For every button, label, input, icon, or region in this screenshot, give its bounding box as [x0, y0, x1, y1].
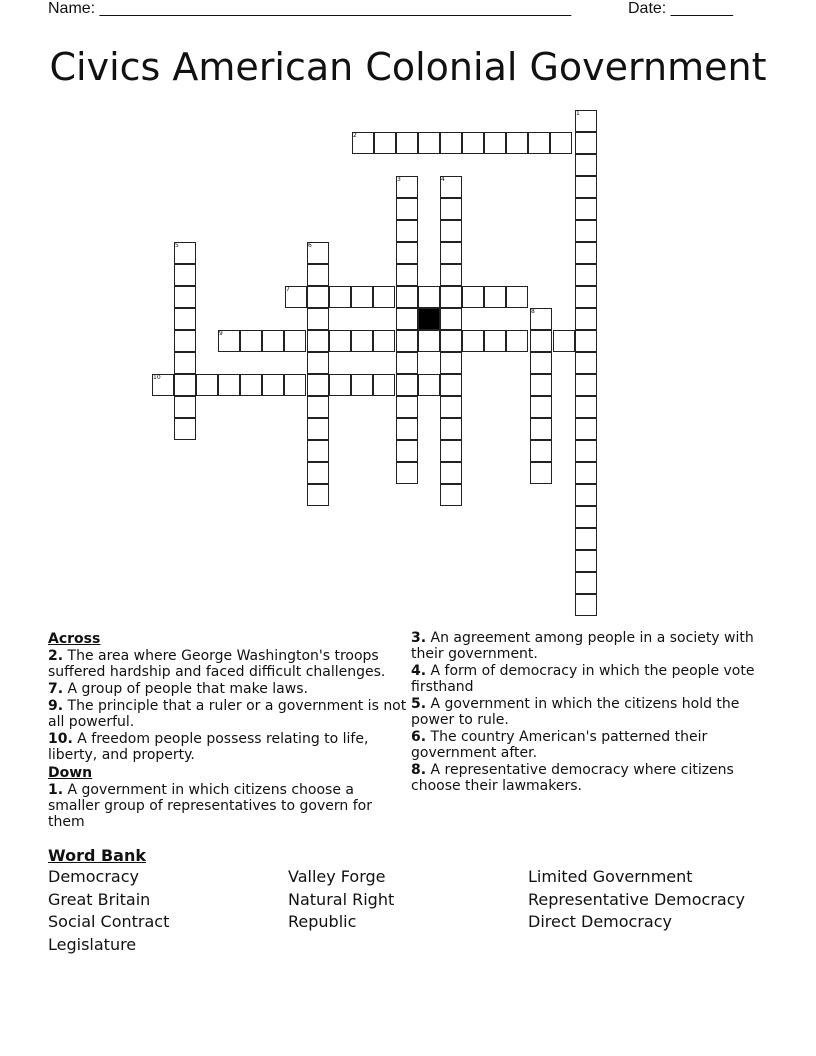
- crossword-cell[interactable]: [329, 374, 351, 396]
- crossword-cell[interactable]: [396, 264, 418, 286]
- crossword-cell[interactable]: [440, 242, 462, 264]
- crossword-cell[interactable]: [550, 132, 572, 154]
- crossword-cell[interactable]: [307, 330, 329, 352]
- crossword-cell[interactable]: [440, 440, 462, 462]
- crossword-cell[interactable]: [307, 484, 329, 506]
- word-bank-column: [48, 866, 288, 957]
- word-bank-item: Democracy: [48, 867, 139, 886]
- clue-text: A freedom people possess relating to life, liberty, and property.: [48, 731, 369, 763]
- crossword-cell[interactable]: [484, 286, 506, 308]
- crossword-cell[interactable]: [484, 132, 506, 154]
- clue-item: [48, 731, 408, 763]
- crossword-cell[interactable]: [240, 330, 262, 352]
- clue-item: [411, 762, 761, 794]
- crossword-cell[interactable]: [575, 418, 597, 440]
- clue-number: 6.: [411, 729, 427, 745]
- clue-number: 4.: [411, 663, 427, 679]
- clues-right-column: [411, 630, 761, 795]
- clue-number-label: 2: [353, 132, 357, 139]
- crossword-cell[interactable]: [396, 462, 418, 484]
- crossword-cell[interactable]: [575, 396, 597, 418]
- crossword-cell[interactable]: [575, 572, 597, 594]
- crossword-cell[interactable]: [462, 330, 484, 352]
- clue-number: 3.: [411, 630, 427, 646]
- crossword-cell[interactable]: [506, 330, 528, 352]
- crossword-cell[interactable]: [440, 418, 462, 440]
- crossword-cell[interactable]: [506, 286, 528, 308]
- crossword-cell[interactable]: [575, 374, 597, 396]
- clue-text: A government in which citizens choose a smaller group of representatives to govern for them: [48, 782, 372, 830]
- clue-number-label: 9: [219, 330, 223, 337]
- crossword-cell[interactable]: [307, 308, 329, 330]
- crossword-cell[interactable]: [262, 330, 284, 352]
- crossword-cell[interactable]: [218, 374, 240, 396]
- crossword-cell[interactable]: [440, 220, 462, 242]
- clue-number-label: 1: [576, 110, 580, 117]
- crossword-cell[interactable]: [262, 374, 284, 396]
- clue-text: A representative democracy where citizens choose their lawmakers.: [411, 762, 734, 794]
- crossword-cell[interactable]: [530, 374, 552, 396]
- clue-number-label: 10: [153, 374, 161, 381]
- clue-item: [411, 630, 761, 662]
- across-clue-list: [48, 648, 408, 763]
- crossword-cell[interactable]: [373, 286, 395, 308]
- crossword-cell[interactable]: [575, 308, 597, 330]
- crossword-cell[interactable]: [240, 374, 262, 396]
- crossword-cell[interactable]: [174, 396, 196, 418]
- clue-text: The country American's patterned their government after.: [411, 729, 708, 761]
- crossword-cell[interactable]: [329, 330, 351, 352]
- crossword-cell[interactable]: [329, 286, 351, 308]
- crossword-cell[interactable]: [440, 286, 462, 308]
- crossword-cell[interactable]: [284, 330, 306, 352]
- crossword-cell[interactable]: [418, 286, 440, 308]
- crossword-cell[interactable]: [174, 374, 196, 396]
- clue-text: A government in which the citizens hold the power to rule.: [411, 696, 740, 728]
- crossword-cell[interactable]: [575, 550, 597, 572]
- clue-number-label: 3: [397, 176, 401, 183]
- crossword-cell[interactable]: [575, 462, 597, 484]
- crossword-cell[interactable]: [174, 308, 196, 330]
- crossword-cell[interactable]: [530, 440, 552, 462]
- crossword-cell[interactable]: [530, 396, 552, 418]
- crossword-cell[interactable]: [307, 264, 329, 286]
- down-heading: Down: [48, 765, 93, 781]
- crossword-cell[interactable]: [396, 396, 418, 418]
- crossword-cell[interactable]: [575, 198, 597, 220]
- crossword-cell[interactable]: [396, 374, 418, 396]
- crossword-cell[interactable]: [307, 462, 329, 484]
- crossword-cell[interactable]: [396, 308, 418, 330]
- crossword-cell[interactable]: [373, 374, 395, 396]
- word-bank-item: Direct Democracy: [528, 912, 672, 932]
- crossword-cell[interactable]: [284, 374, 306, 396]
- crossword-cell[interactable]: [396, 352, 418, 374]
- crossword-cell[interactable]: [374, 132, 396, 154]
- word-bank-item: Representative Democracy: [528, 889, 745, 909]
- word-bank-item: Natural Right: [288, 889, 395, 909]
- crossword-cell[interactable]: [396, 418, 418, 440]
- crossword-cell[interactable]: [530, 352, 552, 374]
- crossword-cell[interactable]: [396, 286, 418, 308]
- page-title: Civics American Colonial Government: [49, 45, 767, 89]
- crossword-cell[interactable]: [174, 330, 196, 352]
- crossword-cell[interactable]: [440, 330, 462, 352]
- word-bank-title: Word Bank: [48, 846, 147, 865]
- crossword-black-cell: [418, 308, 440, 330]
- crossword-cell[interactable]: [575, 154, 597, 176]
- clue-number-label: 7: [286, 286, 290, 293]
- clue-number: 10.: [48, 731, 73, 747]
- clue-number-label: 5: [175, 242, 179, 249]
- word-bank-item: Limited Government: [528, 867, 693, 886]
- clue-number-label: 4: [441, 176, 445, 183]
- clue-number-label: 6: [308, 242, 312, 249]
- crossword-cell[interactable]: [506, 132, 528, 154]
- crossword-cell[interactable]: [307, 396, 329, 418]
- crossword-cell[interactable]: [575, 132, 597, 154]
- crossword-cell[interactable]: [440, 352, 462, 374]
- clue-number-label: 8: [531, 308, 535, 315]
- crossword-cell[interactable]: [575, 440, 597, 462]
- clue-item: [411, 729, 761, 761]
- crossword-cell[interactable]: [575, 594, 597, 616]
- crossword-cell[interactable]: [307, 418, 329, 440]
- clue-text: An agreement among people in a society with their government.: [411, 630, 754, 662]
- crossword-cell[interactable]: [575, 242, 597, 264]
- crossword-cell[interactable]: [307, 374, 329, 396]
- crossword-cell[interactable]: [351, 286, 373, 308]
- crossword-cell[interactable]: [575, 176, 597, 198]
- crossword-cell[interactable]: [575, 484, 597, 506]
- clue-item: [48, 698, 408, 730]
- clues-left-column: [48, 630, 408, 831]
- crossword-cell[interactable]: [174, 286, 196, 308]
- crossword-cell[interactable]: [351, 374, 373, 396]
- crossword-cell[interactable]: [307, 352, 329, 374]
- crossword-cell[interactable]: [484, 330, 506, 352]
- clue-item: [411, 696, 761, 728]
- crossword-cell[interactable]: [307, 440, 329, 462]
- crossword-cell[interactable]: [373, 330, 395, 352]
- crossword-cell[interactable]: [462, 132, 484, 154]
- crossword-cell[interactable]: [440, 396, 462, 418]
- clue-text: A form of democracy in which the people vote firsthand: [411, 663, 755, 695]
- crossword-cell[interactable]: [396, 198, 418, 220]
- crossword-cell[interactable]: [440, 308, 462, 330]
- crossword-cell[interactable]: [553, 330, 575, 352]
- date-label: Date: _______: [628, 0, 733, 17]
- crossword-cell[interactable]: [418, 330, 440, 352]
- down-clue-list-continued: [411, 630, 761, 794]
- clue-item: [48, 782, 408, 830]
- clue-number: 7.: [48, 681, 64, 697]
- crossword-cell[interactable]: [440, 484, 462, 506]
- word-bank-item: Great Britain: [48, 889, 151, 909]
- crossword-cell[interactable]: [462, 286, 484, 308]
- crossword-cell[interactable]: [575, 506, 597, 528]
- name-label: Name: _____________________________________________________: [48, 0, 572, 17]
- crossword-cell[interactable]: [418, 132, 440, 154]
- clue-number: 1.: [48, 782, 64, 798]
- crossword-cell[interactable]: [440, 264, 462, 286]
- crossword-cell[interactable]: [418, 374, 440, 396]
- word-bank-item: Legislature: [48, 935, 137, 955]
- clue-number: 2.: [48, 648, 64, 664]
- crossword-cell[interactable]: [530, 462, 552, 484]
- crossword-cell[interactable]: [440, 374, 462, 396]
- crossword-cell[interactable]: [351, 330, 373, 352]
- crossword-cell[interactable]: [530, 418, 552, 440]
- crossword-cell[interactable]: [575, 330, 597, 352]
- crossword-cell[interactable]: [396, 330, 418, 352]
- crossword-cell[interactable]: [174, 418, 196, 440]
- clue-number: 5.: [411, 696, 427, 712]
- crossword-cell[interactable]: [575, 220, 597, 242]
- crossword-cell[interactable]: [530, 330, 552, 352]
- crossword-cell[interactable]: [575, 352, 597, 374]
- crossword-cell[interactable]: [440, 198, 462, 220]
- crossword-cell[interactable]: [174, 264, 196, 286]
- clue-text: The area where George Washington's troops suffered hardship and faced difficult challenges.: [48, 648, 386, 680]
- word-bank-item: Social Contract: [48, 912, 170, 932]
- crossword-cell[interactable]: [440, 462, 462, 484]
- crossword-cell[interactable]: [396, 220, 418, 242]
- word-bank-column: [528, 866, 768, 934]
- crossword-cell[interactable]: [196, 374, 218, 396]
- down-clue-list: [48, 782, 408, 830]
- clue-number: 9.: [48, 698, 64, 714]
- clue-text: A group of people that make laws.: [63, 681, 308, 697]
- word-bank-item: Valley Forge: [288, 867, 386, 886]
- crossword-cell[interactable]: [575, 528, 597, 550]
- crossword-cell[interactable]: [575, 264, 597, 286]
- word-bank-column: [288, 866, 528, 934]
- clue-item: [48, 648, 408, 680]
- crossword-cell[interactable]: [396, 132, 418, 154]
- crossword-cell[interactable]: [575, 286, 597, 308]
- crossword-cell[interactable]: [396, 440, 418, 462]
- crossword-cell[interactable]: [528, 132, 550, 154]
- crossword-cell[interactable]: [440, 132, 462, 154]
- across-heading: Across: [48, 631, 101, 647]
- crossword-cell[interactable]: [396, 242, 418, 264]
- clue-text: The principle that a ruler or a government is not all powerful.: [48, 698, 407, 730]
- clue-item: [411, 663, 761, 695]
- crossword-cell[interactable]: [174, 352, 196, 374]
- clue-number: 8.: [411, 762, 427, 778]
- word-bank-item: Republic: [288, 912, 357, 932]
- crossword-cell[interactable]: [307, 286, 329, 308]
- clue-item: [48, 681, 408, 697]
